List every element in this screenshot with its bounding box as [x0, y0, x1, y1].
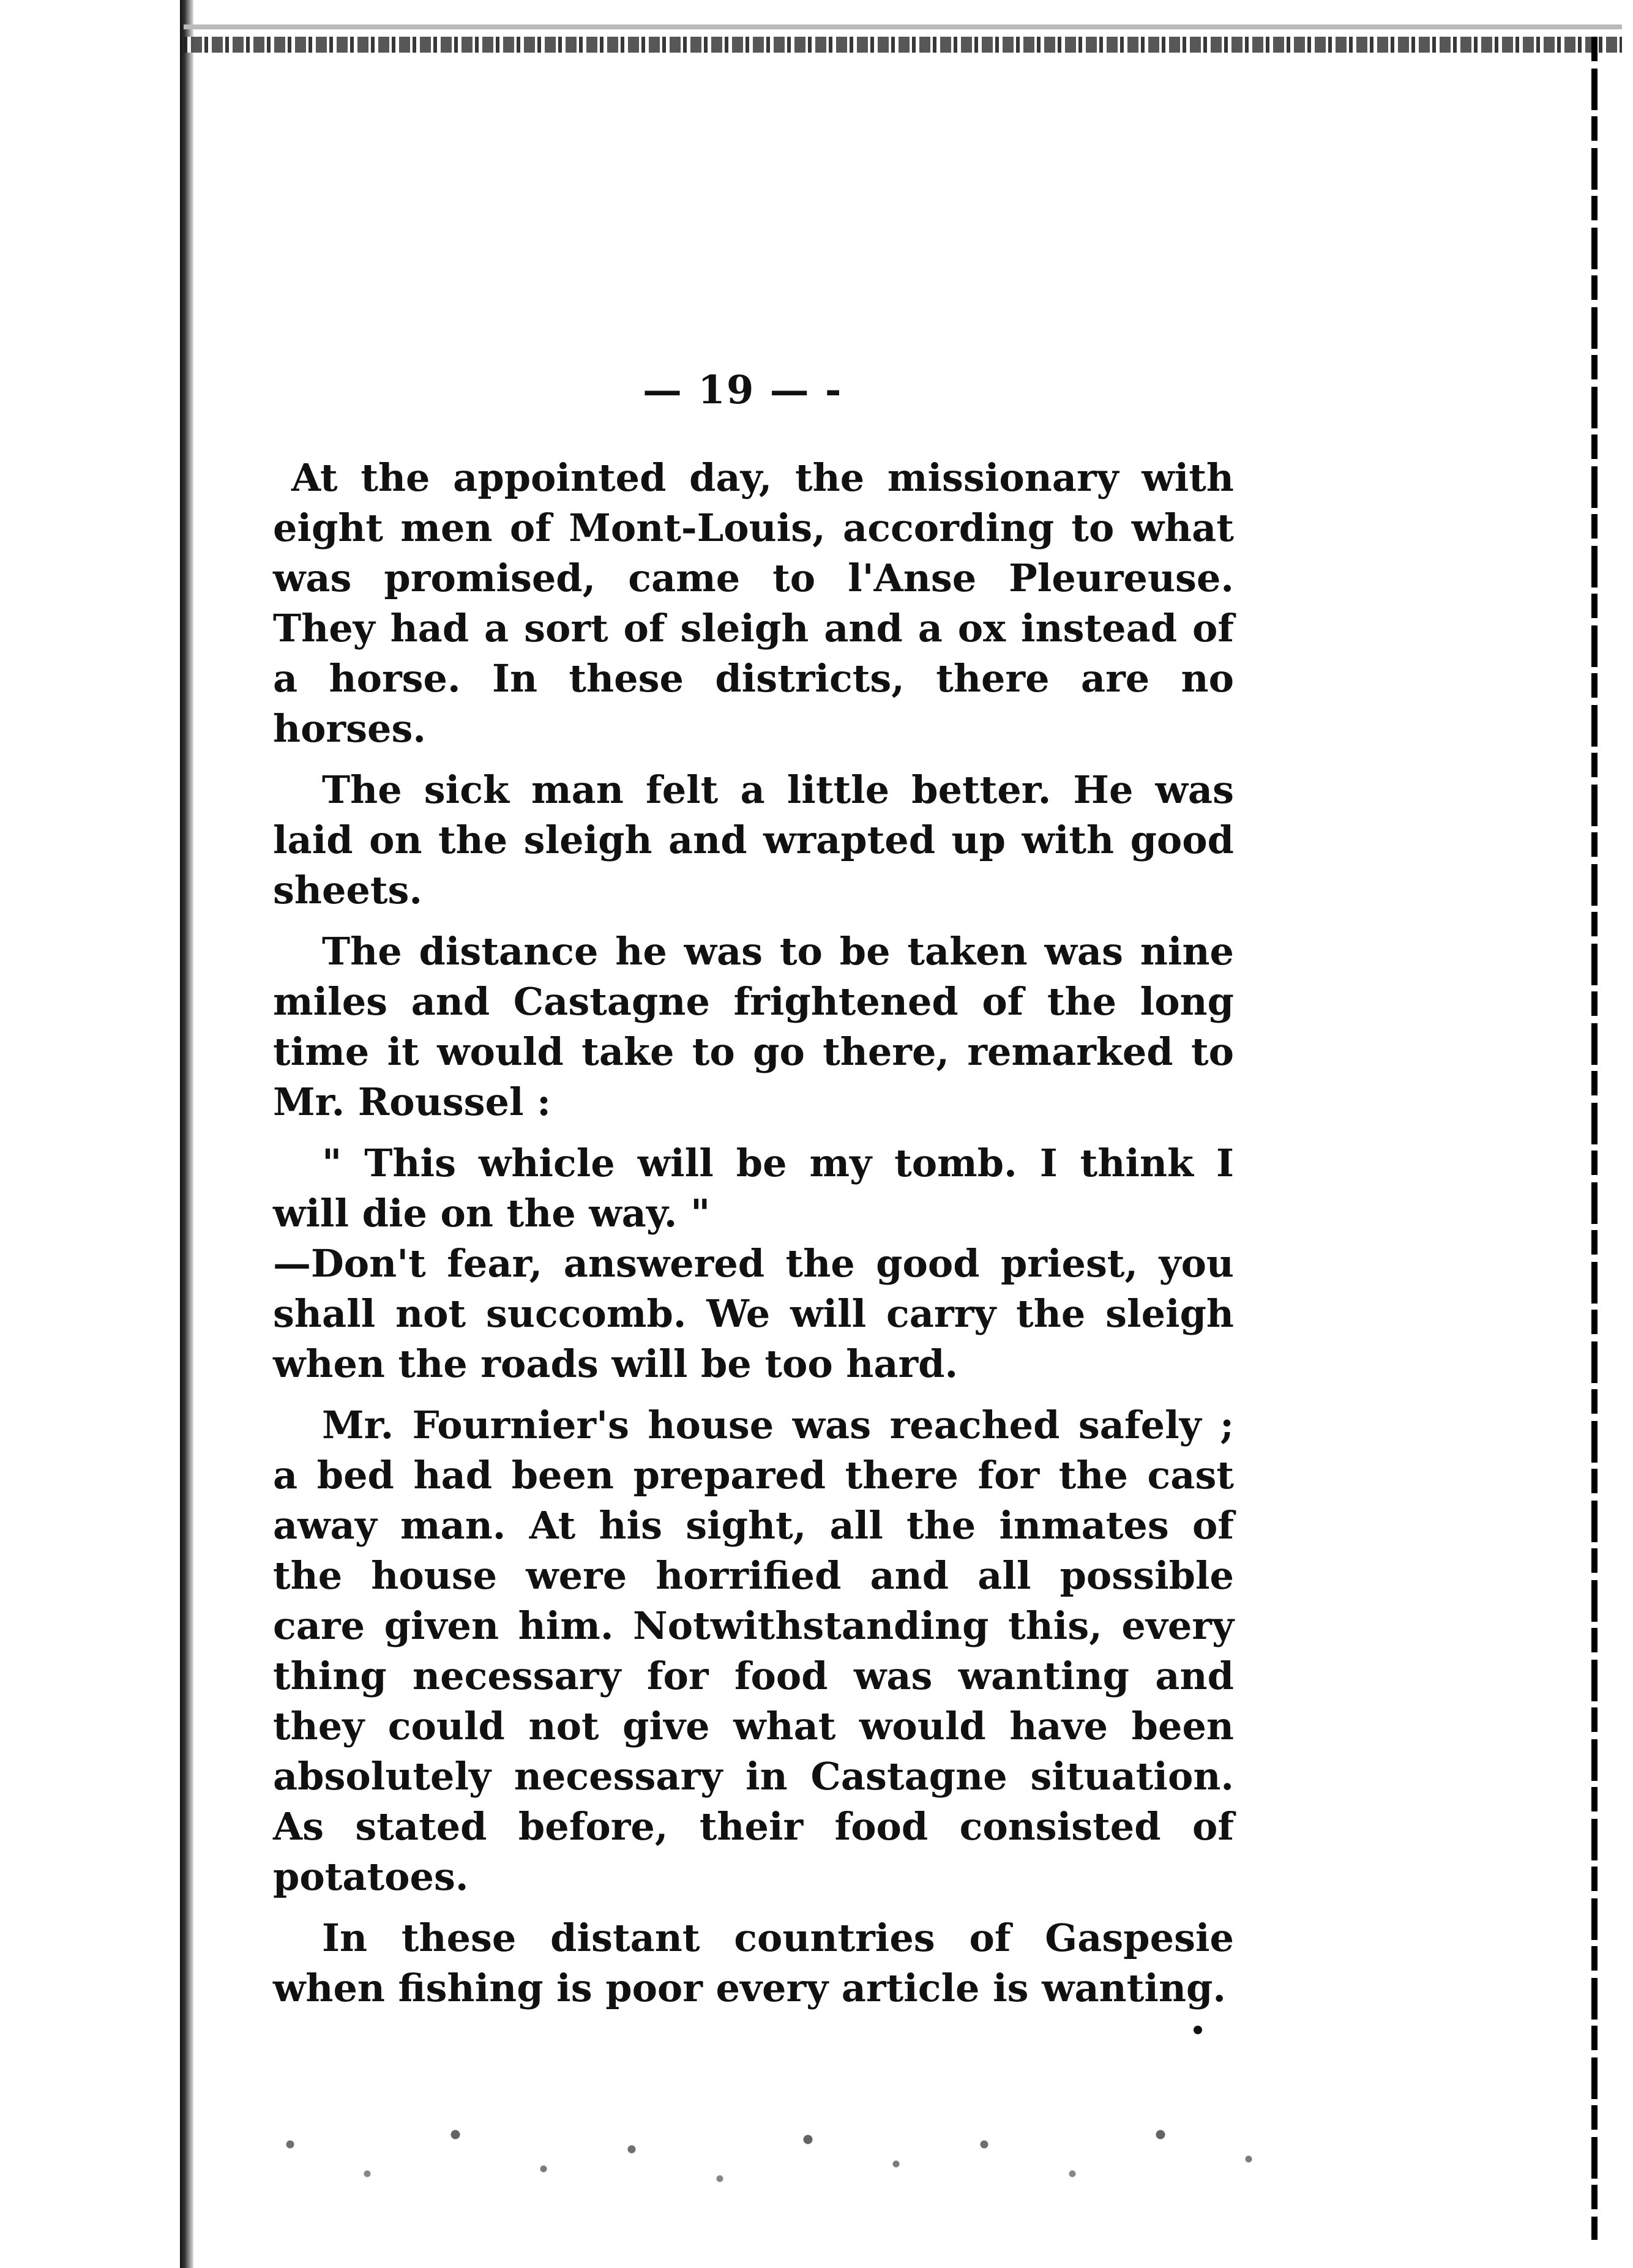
paragraph-4: " This whicle will be my tomb. I think I will die on the way. " — [273, 1141, 1234, 1236]
bottom-print-noise — [202, 2105, 1304, 2203]
ink-dot — [1194, 2026, 1202, 2034]
body-text — [273, 453, 1234, 2013]
paragraph-5: —Don't fear, answered the good priest, you shall not succomb. We will carry the sleigh when the roads will be too hard. — [273, 1241, 1234, 1386]
book-gutter — [180, 0, 193, 2268]
paragraph-1: At the appointed day, the missionary with eight men of Mont-Louis, according to what was promised, came to l'Anse Pleureuse. They had a sort of sleigh and a ox instead of a horse. In these districts, there are no horses. — [273, 455, 1234, 751]
page-number: — 19 — - — [643, 367, 843, 413]
paragraph-3: The distance he was to be taken was nine miles and Castagne frightened of the long time it would take to go there, remarked to Mr. Roussel : — [273, 929, 1234, 1124]
left-page-margin — [0, 0, 184, 2268]
paragraph-2: The sick man felt a little better. He was laid on the sleigh and wrapted up with good sheets. — [273, 767, 1234, 912]
top-edge-border — [184, 37, 1622, 53]
paragraph-6: Mr. Fournier's house was reached safely ; a bed had been prepared there for the cast away man. At his sight, all the inmates of the house were horrified and all possible care given him. Notwithstanding this, every thing necessary for food was wanting and they could not give what would have been absolutely necessary in Castagne situation. As stated before, their food consisted of potatoes. — [273, 1403, 1234, 1899]
paragraph-7: In these distant countries of Gaspesie when fishing is poor every article is wanting. — [273, 1915, 1234, 2010]
right-edge-border — [1591, 37, 1597, 2240]
top-edge-shadow — [184, 24, 1622, 29]
